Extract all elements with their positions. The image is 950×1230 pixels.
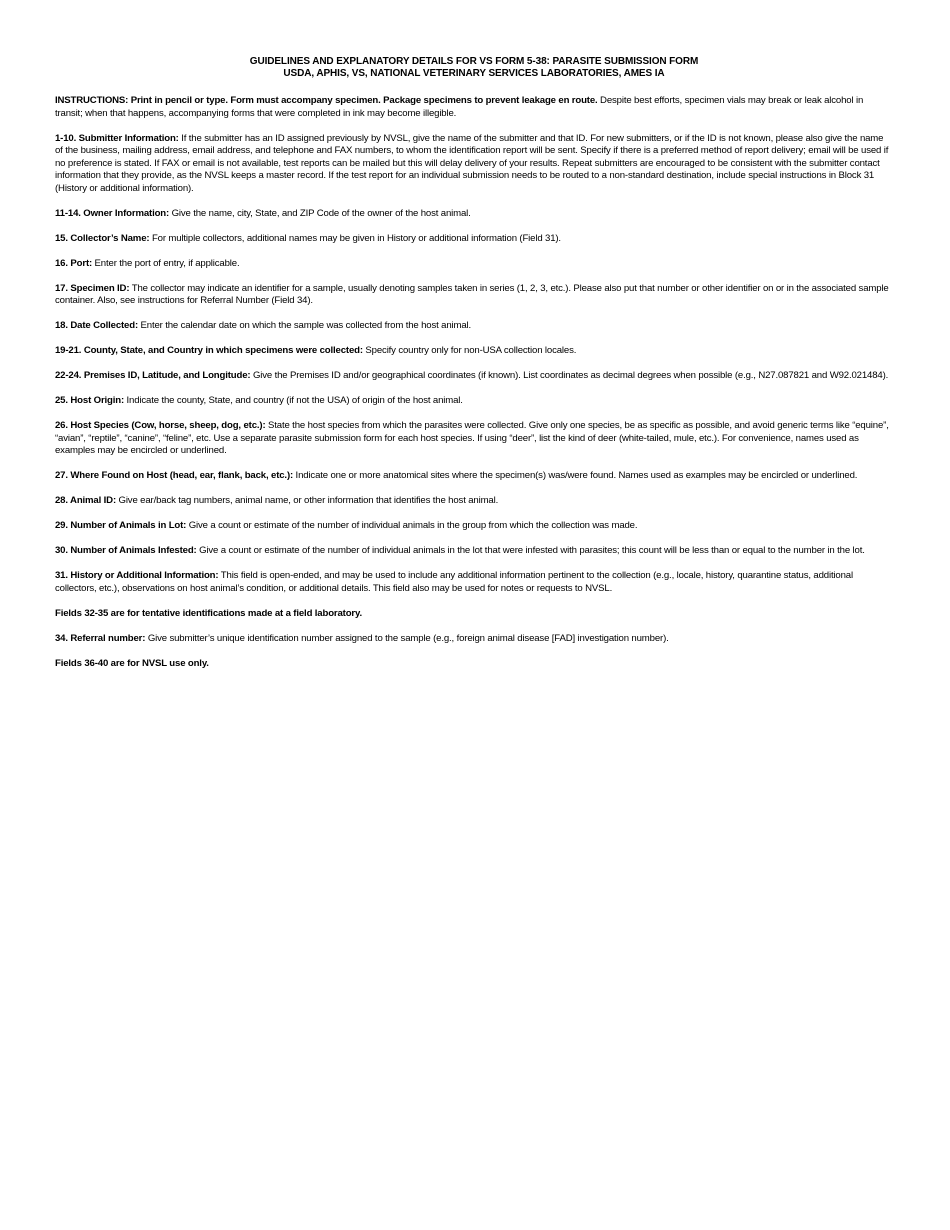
guideline-text: Give ear/back tag numbers, animal name, or other information that identifies the host animal. <box>116 495 499 506</box>
guideline-label: 15. Collector’s Name: <box>55 232 150 244</box>
guideline-label: 25. Host Origin: <box>55 395 125 406</box>
document-page <box>55 56 893 683</box>
guideline-paragraph <box>55 633 893 646</box>
guideline-label: 29. Number of Animals in Lot: <box>55 520 187 531</box>
guideline-paragraph <box>55 320 893 333</box>
guideline-label: 26. Host Species (Cow, horse, sheep, dog, etc.): <box>55 420 266 431</box>
guideline-label: 22-24. Premises ID, Latitude, and Longitude: <box>55 370 251 381</box>
guideline-paragraph <box>55 95 893 120</box>
guideline-label: Fields 32-35 are for tentative identifications made at a field laboratory. <box>55 607 363 619</box>
document-subtitle: USDA, APHIS, VS, NATIONAL VETERINARY SERVICES LABORATORIES, AMES IA <box>283 68 665 79</box>
guideline-text: Enter the port of entry, if applicable. <box>92 257 240 269</box>
document-title: GUIDELINES AND EXPLANATORY DETAILS FOR VS FORM 5-38: PARASITE SUBMISSION FORM <box>249 56 699 67</box>
guideline-text: Indicate the county, State, and country (if not the USA) of origin of the host animal. <box>124 395 463 406</box>
guideline-paragraph <box>55 370 893 383</box>
guideline-text: The collector may indicate an identifier for a sample, usually denoting samples taken in series (1, 2, 3, etc.). Please also put that number or other identifier on or in the associated sample container. Also, see instructions for Referral Number (Field 34). <box>55 282 889 306</box>
guideline-text: Give a count or estimate of the number of individual animals in the lot that were infested with parasites; this count will be less than or equal to the number in the lot. <box>196 545 865 556</box>
guideline-label: Fields 36-40 are for NVSL use only. <box>55 657 209 669</box>
guideline-paragraph <box>55 545 893 558</box>
guideline-text: Give the name, city, State, and ZIP Code of the owner of the host animal. <box>169 207 471 219</box>
guideline-text: This field is open-ended, and may be used to include any additional information pertinent to the collection (e.g., locale, history, quarantine status, additional collectors, etc.), observations on host animal’s condition, or additional details. This field also may be used for notes or requests to NVSL. <box>55 570 853 594</box>
guideline-paragraph <box>55 395 893 408</box>
guideline-text: Give a count or estimate of the number of individual animals in the group from which the collection was made. <box>186 520 638 531</box>
guideline-text: Specify country only for non-USA collection locales. <box>362 345 577 356</box>
guideline-paragraph <box>55 345 893 358</box>
guidelines-body <box>55 95 893 670</box>
guideline-label: 17. Specimen ID: <box>55 282 130 294</box>
guideline-label: 11-14. Owner Information: <box>55 207 170 219</box>
guideline-paragraph <box>55 470 893 483</box>
guideline-label: 28. Animal ID: <box>55 495 116 506</box>
guideline-text: Give submitter’s unique identification number assigned to the sample (e.g., foreign animal disease [FAD] investigation number). <box>145 632 669 644</box>
guideline-paragraph <box>55 233 893 246</box>
guideline-paragraph <box>55 608 893 621</box>
guideline-text: Despite best efforts, specimen vials may break or leak alcohol in transit; when that happens, accompanying forms that were completed in ink may become illegible. <box>55 95 864 119</box>
guideline-label: 31. History or Additional Information: <box>55 570 219 581</box>
guideline-paragraph <box>55 283 893 308</box>
guideline-label: 16. Port: <box>55 257 93 269</box>
guideline-paragraph <box>55 133 893 196</box>
guideline-label: 30. Number of Animals Infested: <box>55 545 197 556</box>
guideline-text: For multiple collectors, additional names may be given in History or additional information (Field 31). <box>149 232 561 244</box>
guideline-paragraph <box>55 570 893 595</box>
guideline-label: 34. Referral number: <box>55 632 146 644</box>
guideline-paragraph <box>55 420 893 458</box>
guideline-paragraph <box>55 520 893 533</box>
guideline-label: 1-10. Submitter Information: <box>55 132 179 144</box>
guideline-text: State the host species from which the parasites were collected. Give only one species, be as specific as possible, and avoid generic terms like “equine”, “avian”, “reptile”, “canine”, “feline”, etc. Use a separate parasite submission form for each host species. If using “deer”, list the kind of deer (white-tailed, mule, etc.). For convenience, names used as examples may be encircled or underlined. <box>55 420 889 456</box>
guideline-paragraph <box>55 495 893 508</box>
guideline-text: If the submitter has an ID assigned previously by NVSL, give the name of the submitter and that ID. For new submitters, or if the ID is not known, please also give the name of the business, mailing address, email address, and telephone and FAX numbers, to whom the identification report will be sent. Specify if there is a preferred method of report delivery; email will be used if no preference is stated. If FAX or email is not available, test reports can be mailed but this will delay delivery of your results. Repeat submitters are encouraged to be consistent with the submitter contact information that they provide, as the NVSL keeps a master record. If the test report for an individual submission needs to be routed to a non-standard destination, include special instructions in Block 31 (History or additional information). <box>55 132 889 194</box>
document-header <box>55 56 893 80</box>
guideline-paragraph <box>55 208 893 221</box>
guideline-text: Indicate one or more anatomical sites where the specimen(s) was/were found. Names used as examples may be encircled or underlined. <box>293 470 858 481</box>
guideline-text: Enter the calendar date on which the sample was collected from the host animal. <box>138 320 472 331</box>
guideline-label: 18. Date Collected: <box>55 320 138 331</box>
guideline-label: INSTRUCTIONS: Print in pencil or type. Form must accompany specimen. Package specimens to prevent leakage en route. <box>55 95 598 106</box>
guideline-paragraph <box>55 258 893 271</box>
guideline-text: Give the Premises ID and/or geographical coordinates (if known). List coordinates as decimal degrees when possible (e.g., N27.087821 and W92.021484). <box>250 370 889 381</box>
guideline-paragraph <box>55 658 893 671</box>
guideline-label: 19-21. County, State, and Country in which specimens were collected: <box>55 345 363 356</box>
guideline-label: 27. Where Found on Host (head, ear, flank, back, etc.): <box>55 470 294 481</box>
